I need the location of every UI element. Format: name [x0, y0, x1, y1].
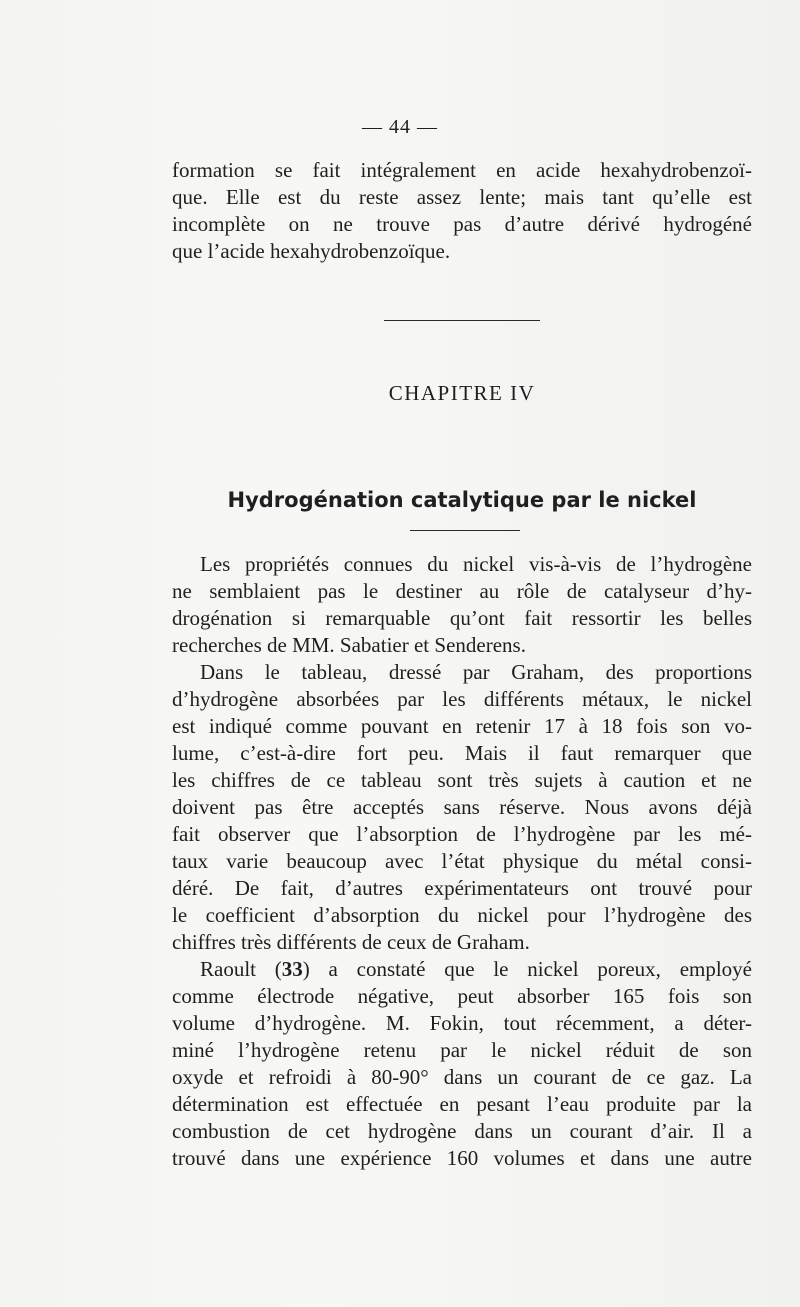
text-line: incomplète on ne trouve pas d’autre dérivé hydrogéné	[172, 212, 752, 236]
text-line: doivent pas être acceptés sans réserve. Nous avons déjà	[172, 795, 752, 819]
text-line: chiffres très différents de ceux de Graham.	[172, 930, 530, 954]
text-line: volume d’hydrogène. M. Fokin, tout récemment, a déter-	[172, 1011, 752, 1035]
text-line: miné l’hydrogène retenu par le nickel réduit de son	[172, 1038, 752, 1062]
text-line: les chiffres de ce tableau sont très sujets à caution et ne	[172, 768, 752, 792]
text-line: est indiqué comme pouvant en retenir 17 à 18 fois son vo-	[172, 714, 752, 738]
text-line: drogénation si remarquable qu’ont fait ressortir les belles	[172, 606, 752, 630]
text-line: comme électrode négative, peut absorber 165 fois son	[172, 984, 752, 1008]
text-line: lume, c’est-à-dire fort peu. Mais il faut remarquer que	[172, 741, 752, 765]
text-line: détermination est effectuée en pesant l’eau produite par la	[172, 1092, 752, 1116]
text-line: oxyde et refroidi à 80-90° dans un courant de ce gaz. La	[172, 1065, 752, 1089]
section-divider-rule	[410, 530, 520, 531]
text-line: ne semblaient pas le destiner au rôle de catalyseur d’hy-	[172, 579, 752, 603]
text-line: recherches de MM. Sabatier et Senderens.	[172, 633, 526, 657]
text-line: formation se fait intégralement en acide hexahydrobenzoï-	[172, 158, 752, 182]
chapter-title: CHAPITRE IV	[388, 381, 536, 405]
text-fragment: ) a constaté que le nickel poreux, employé	[302, 957, 753, 981]
text-line: taux varie beaucoup avec l’état physique du métal consi-	[172, 849, 752, 873]
intro-paragraph	[172, 157, 752, 265]
page-number: — 44 —	[362, 116, 438, 138]
text-line: Dans le tableau, dressé par Graham, des proportions	[200, 660, 752, 684]
text-line: trouvé dans une expérience 160 volumes et dans une autre	[172, 1146, 752, 1170]
body-paragraph-3	[172, 956, 752, 1172]
text-line	[172, 956, 752, 983]
text-fragment: Raoult (	[200, 957, 282, 981]
text-line: déré. De fait, d’autres expérimentateurs ont trouvé pour	[172, 876, 752, 900]
body-paragraph-1	[172, 551, 752, 659]
text-line: Les propriétés connues du nickel vis-à-vis de l’hydrogène	[200, 552, 752, 576]
text-line: que l’acide hexahydrobenzoïque.	[172, 239, 451, 263]
text-line: le coefficient d’absorption du nickel pour l’hydrogène des	[172, 903, 752, 927]
body-paragraph-2	[172, 659, 752, 956]
text-line: fait observer que l’absorption de l’hydrogène par les mé-	[172, 822, 752, 846]
text-line: que. Elle est du reste assez lente; mais tant qu’elle est	[172, 185, 752, 209]
bibliography-reference: 33	[281, 957, 303, 981]
text-line: combustion de cet hydrogène dans un courant d’air. Il a	[172, 1119, 752, 1143]
section-title: Hydrogénation catalytique par le nickel	[227, 488, 697, 512]
text-line: d’hydrogène absorbées par les différents métaux, le nickel	[172, 687, 752, 711]
chapter-divider-rule	[384, 320, 540, 321]
